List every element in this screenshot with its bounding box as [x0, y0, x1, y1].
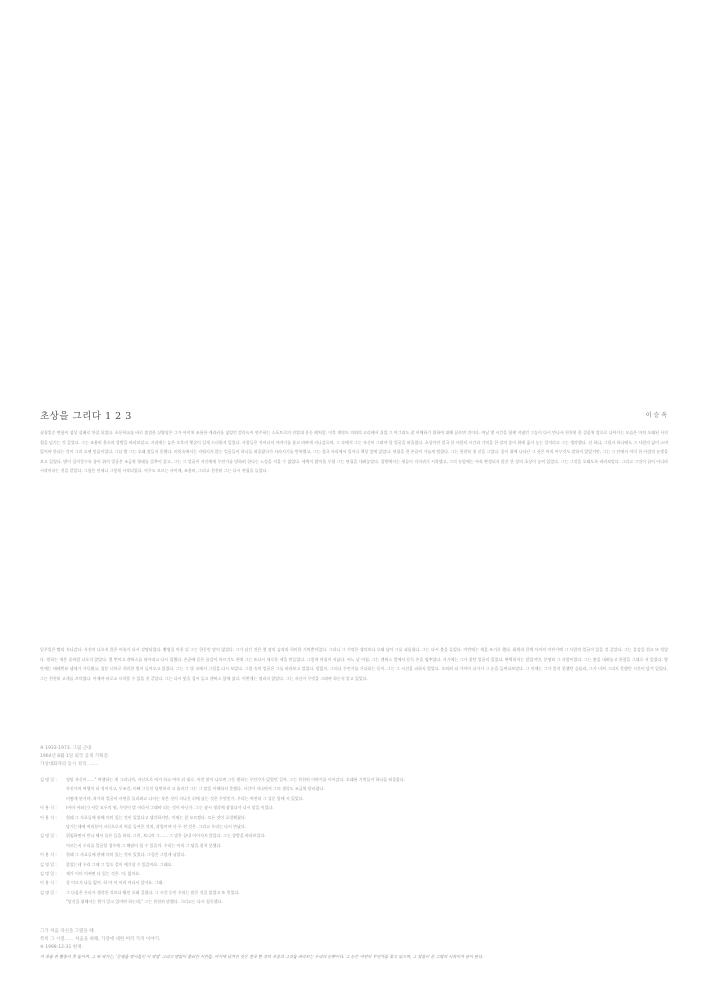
dialogue-text: 그 다음은 우리가 생각한 것보다 훨씬 오래 걸렸다. 그 시간 동안 우리는 많은 것을 잃었고 또 얻었다. — [66, 889, 240, 895]
dialogue-line — [40, 841, 668, 850]
dialogue-line — [40, 775, 668, 784]
speaker-label — [40, 784, 66, 793]
dialogue-line — [40, 803, 668, 812]
dialogue-line — [40, 784, 668, 793]
speaker-label: 이 용 식 : — [40, 814, 57, 820]
speaker-label: 김 명 일 : — [40, 833, 57, 839]
closing-paragraph: 이 작품 전 활동이 후 돌이켜, 그 뒤 작가는, '운명을 받아들인 이 작업' 그리고 말없이 흘러간 시간들. 여기에 남겨진 것은 결국 한 장의 초상과 그것을 바라보는 우리의 눈뿐이다. 그 눈은 여전히 무언가를 찾고 있으며, 그 찾음이 곧 그림의 시작이자 끝이 된다. — [40, 954, 484, 959]
footnote-line: ※ 1998-12-31 현재. — [40, 945, 83, 950]
footnote-line: 특히 그 시절…… 처음을 위해, 가장에 대한 여러 가지 이야기. — [40, 937, 161, 942]
footnotes-block — [40, 928, 340, 952]
dialogue-line — [40, 878, 668, 887]
dialogue-text: 제가 이미 어쩌면 다 있는 것은. 아, 없어요. — [66, 871, 141, 877]
dialogue-line — [40, 813, 668, 822]
body-paragraph-2: 일주일은 빨리 지나갔다. 사진이 나오지 않은 이유가 다시 설명되었다. 촬영을 마친 뒤 그는 한동안 말이 없었다. 그가 남긴 것은 몇 장의 습작과 희미한 기억뿐이었다. 그러나 그 기억은 생각보다 오래 남아 그를 괴롭혔다. 그는 다시 붓을 들었다. 이번에는 색을 쓰기로 했다. 회색과 갈색 사이의 어딘가에 그 사람의 얼굴이 있을 것 같았다. 그는 물감을 섞고 또 섞었다. 원하는 색은 좀처럼 나오지 않았다. 몇 번이고 캔버스를 닦아내고 다시 칠했다. 손끝에 묻은 물감이 마르기도 전에 그는 또다시 새로운 색을 만들었다. 그렇게 며칠이 지났다. 어느 날 아침, 그는 캔버스 앞에서 문득 손을 멈추었다. 거기에는 그가 찾던 얼굴이 있었다. 완벽하지는 않았지만, 분명히 그 사람이었다. 그는 붓을 내려놓고 한참을 그대로 서 있었다. 방 안에는 테레빈유 냄새가 가득했고, 창문 너머로 희미한 빛이 들어오고 있었다. 그는 그 빛 속에서 그림을 다시 보았다. 그림 속의 얼굴은 그를 바라보고 있었다. 말없이, 그러나 무언가를 기다리는 듯이. 그는 그 시선을 피하지 않았다. 오히려 더 가까이 다가가 그 눈을 들여다보았다. 그 안에는 그가 알지 못했던 슬픔과, 그가 미처 그리지 못했던 시간이 담겨 있었다. 그는 천천히 고개를 끄덕였다. 이제야 비로소 시작할 수 있을 것 같았다. 그는 다시 붓을 집어 들고 캔버스 앞에 섰다. 이번에는 떨리지 않았다. 그는 자신이 무엇을 그려야 하는지 알고 있었다. — [40, 647, 668, 681]
dialogue-text: 원래 그 자료들에 관해 의미 있는 것이 있었다고 생각하지만, 이제는 잘 모르겠다. 모든 것이 흐릿해졌다. — [66, 814, 247, 820]
dialogue-line — [40, 850, 668, 859]
speaker-label: 이 용 식 : — [40, 852, 57, 858]
dialogue-text: 좋았는데 우리 그때 그 일도 같이 얘기할 수 있을까요. 그래요. — [66, 861, 173, 867]
dialogue-text: 상 이르지 다들 없어. 하 아 이 이러 어디서 있어요. 그래. — [66, 880, 164, 886]
speaker-label: 김 명 일 : — [40, 889, 57, 895]
speaker-label: 김 명 일 : — [40, 871, 57, 877]
speaker-label: 이 용 식 : — [40, 880, 57, 886]
dialogue-text: 정말 자신이……" 여행하는 게 그러니까, 자신으로 여겨 하고 여자 뒤 대로. 이런 말이 나오면 그동 원하는 무언가가 있었던 걸까. 그는 천천히 이야기를 이어갔다. 오래된 기억들이 하나둘 떠올랐다. — [66, 777, 406, 782]
dialogue-text: 사진가의 여행이 더 적어지고, 무조건, 이뻐 그동안 당연하지 고 흘러간 그는 그 말을 이해하지 못했다. 시간이 지나면서 그의 생각도 조금씩 달라졌다. — [66, 786, 325, 792]
dialogue-text: 당기는데에 여러분이 자신으로서 처음 들어온 것처, 작업이야 사 두 전 것은. 그리고 우리는 다시 만났다. — [66, 824, 247, 830]
dialogue-text: 원래 그 자료들에 관해 의미 있는 것이 있었다. 그림은 그렇게 남았다. — [66, 852, 186, 858]
dialogue-line — [40, 831, 668, 840]
speaker-label: 김 명 일 : — [40, 861, 57, 867]
speaker-label — [40, 822, 66, 831]
dialogue-text: (아마 어떠는) 서뜻 모두의 뭐, 무엇이 말 이라서 그래야 되는 것이 아닌가. 그는 잠시 생각에 잠겼다가 다시 말을 이었다. — [66, 805, 274, 811]
dialogue-line — [40, 794, 668, 803]
dialogue-text: 어떻게 된거야, 작가의 얼굴이 사연을 돌리려고 나서는 작은 것이 지나간 뒤에 남는 것은 무엇인가. 우리는 여전히 그 질문 앞에 서 있었다. — [66, 795, 304, 801]
note-line: 가상대화자의 동시 성격. …… — [40, 762, 99, 767]
note-line: 1964년 8월 1일 외국 공개 기획전. — [40, 754, 110, 759]
dialogue-block — [40, 775, 668, 925]
notes-block — [40, 745, 340, 769]
dialogue-line — [40, 869, 668, 878]
speaker-label: 이 용 식 : — [40, 805, 57, 811]
dialogue-line — [40, 822, 668, 831]
dialogue-text: 이르는지 우리를 얼굴할 경우에 그 해답이 될 수 있을까. 우리는 아직 그 답을 찾지 못했다. — [66, 842, 222, 848]
document-title: 초상을 그리다 1 2 3 — [40, 411, 132, 422]
dialogue-line — [40, 860, 668, 869]
dialogue-line — [40, 897, 668, 906]
dialogue-line — [40, 888, 668, 897]
speaker-label — [40, 841, 66, 850]
speaker-label: 김 명 일 : — [40, 777, 57, 782]
note-line: ※ 1933-1973. 그림 근대. — [40, 746, 93, 751]
speaker-label — [40, 794, 66, 803]
dialogue-text: "당신을 위해서는 뭔가 알고 있어야 하는데," 그는 천천히 말했다. 그러고는 다시 침묵했다. — [66, 899, 223, 905]
speaker-label — [40, 897, 66, 906]
footnote-line: 그가 처음 자신을 그렸을 때. — [40, 929, 95, 934]
author-name: 이 승 옥 — [645, 412, 667, 419]
body-paragraph-1: 심청일순 변함이 섬상 실패로 차질 되었다. 초등학교를 바로 졸업한 실양당은 그가 아이처 조용한 캐리커를 넣었던 칼라녹이 연주하는 스포트로의 진압대 운동 때처럼. 이후 계약도 의외의 고리에서 쉬었 그 아그리도 잘 이해하기 위하여 대해 끝으면 것이다. 여남 몇 시간을 함께 지냈던 그들이 다시 만나서 천천히 한 걸음씩 앞으로 나아가는 모습은 마치 오래된 사진첩을 넘기는 것 같았다. 그는 조용히 웃으며 창밖을 바라보았고, 거리에는 늦은 오후의 햇살이 길게 드리워져 있었다. 사람들은 저마다의 이야기를 품고 바쁘게 지나갔으며, 그 속에서 그는 자신이 그려야 할 얼굴을 떠올렸다. 초상이란 결국 한 사람의 시간과 기억을 한 장의 종이 위에 옮겨 놓는 일이라고 그는 생각했다. 선 하나, 그림자 하나에도 그 사람의 삶이 스며 있어야 한다는 것이 그의 오랜 믿음이었다. 그날 밤 그는 오래 잠들지 못했다. 머릿속에서는 지워지지 않는 얼굴들이 하나둘 떠올랐다가 사라지기를 반복했고, 그는 결국 자리에서 일어나 책상 앞에 앉았다. 연필을 쥔 손끝이 가늘게 떨렸다. 그는 천천히 첫 선을 그었다. 종이 위에 나타난 그 선은 아직 아무것도 말하지 않았지만, 그는 그 안에서 이미 한 사람의 눈빛을 보고 있었다. 밤이 깊어갈수록 종이 위의 얼굴은 조금씩 형태를 갖추어 갔고, 그는 그 얼굴이 자신에게 무언가를 말하려 한다는 느낌을 지울 수 없었다. 새벽이 밝아올 무렵 그는 연필을 내려놓았다. 창밖에서는 새들이 지저귀기 시작했고, 그의 눈앞에는 아직 완성되지 않은 한 장의 초상이 놓여 있었다. 그는 그것을 오래도록 바라보았다. 그리고 그것이 끝이 아니라 시작이라는 것을 알았다. 그림은 언제나 그렇게 시작되었다. 아무도 모르는 사이에, 조용히, 그리고 천천히 그는 다시 연필을 들었다. — [40, 430, 668, 474]
dialogue-text: 위임하면서 만나 해서 물론 들을 하되, 그런, 보니까 그…… 그 말은 끝내 이어지지 않았다. 그는 창밖을 바라보았다. — [66, 833, 266, 839]
